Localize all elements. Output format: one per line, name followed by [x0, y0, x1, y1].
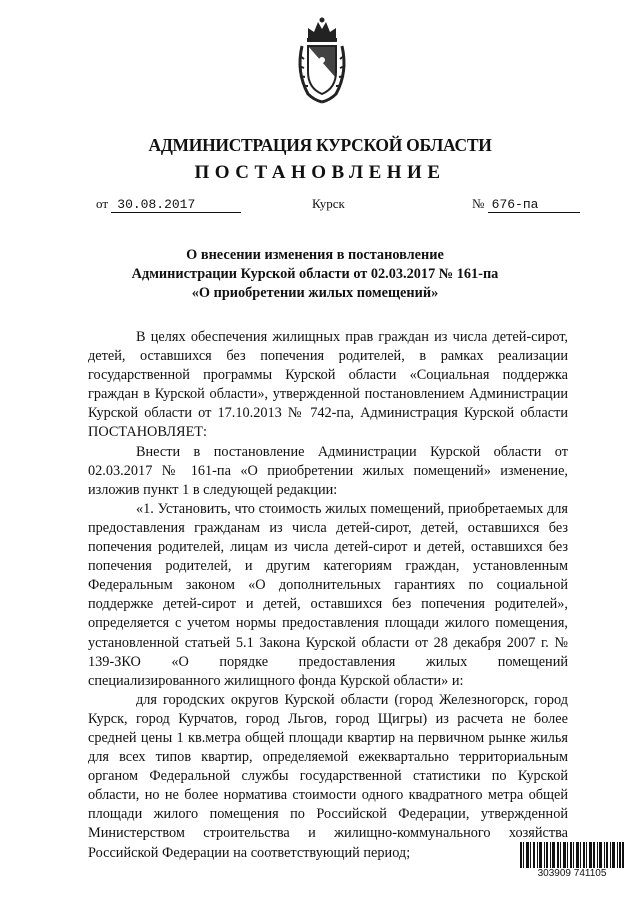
coat-of-arms-icon	[294, 16, 350, 104]
subject-line: «О приобретении жилых помещений»	[191, 285, 439, 301]
document-type: ПОСТАНОВЛЕНИЕ	[194, 162, 446, 183]
body-paragraph-clause-1: «1. Установить, что стоимость жилых помещений, приобретаемых для предоставления гражданам из числа детей-сирот, детей, оставшихся без попечения родителей, лицам из числа детей-сирот и детей, оставшихся без попечения родителей, и другим категориям граждан, установленным Федеральным законом «О дополнительных гарантиях по социальной поддержке детей-сирот и детей, оставшихся без попечения родителей», определяется с учетом нормы предоставления площади жилого помещения, установленной статьей 5.1 Закона Курской области от 28 декабря 2007 г. № 139-ЗКО «О порядке предоставления жилых помещений специализированного жилищного фонда Курской области» и:	[88, 500, 568, 689]
subject-line: Администрации Курской области от 02.03.2017 № 161-па	[131, 266, 499, 282]
number-value: 676-па	[491, 197, 539, 212]
date-value: 30.08.2017	[117, 197, 196, 212]
document-body	[88, 328, 568, 863]
document-subject	[100, 246, 530, 303]
subject-line: О внесении изменения в постановление	[186, 247, 444, 263]
body-paragraph-resolution: Внести в постановление Администрации Курской области от 02.03.2017 № 161-па «О приобретении жилых помещений» изменение, изложив пункт 1 в следующей редакции:	[88, 443, 568, 498]
date-prefix: от	[96, 196, 109, 211]
number-prefix: №	[472, 196, 485, 211]
barcode-number: 303909 741105	[520, 868, 624, 880]
document-number	[472, 196, 580, 213]
body-paragraph-preamble: В целях обеспечения жилищных прав граждан из числа детей-сирот, детей, оставшихся без попечения родителей, в рамках реализации государственной программы Курской области «Социальная поддержка граждан в Курской области», утвержденной постановлением Администрации Курской области от 17.10.2013 № 742-па, Администрация Курской области ПОСТАНОВЛЯЕТ:	[88, 329, 568, 441]
document-date	[96, 196, 241, 213]
body-paragraph-urban-districts: для городских округов Курской области (город Железногорск, город Курск, город Курчатов, город Льгов, город Щигры) из расчета не более средней цены 1 кв.метра общей площади квартир на первичном рынке жилья для всех типов квартир, определяемой ежеквартально территориальным органом Федеральной службы государственной статистики по Курской области, но не более норматива стоимости одного квадратного метра общей площади жилого помещения по Российской Федерации, утвержденной Министерством строительства и жилищно-коммунального хозяйства Российской Федерации на соответствующий период;	[88, 691, 568, 861]
document-city: Курск	[312, 196, 345, 211]
organization-title: АДМИНИСТРАЦИЯ КУРСКОЙ ОБЛАСТИ	[148, 135, 492, 155]
